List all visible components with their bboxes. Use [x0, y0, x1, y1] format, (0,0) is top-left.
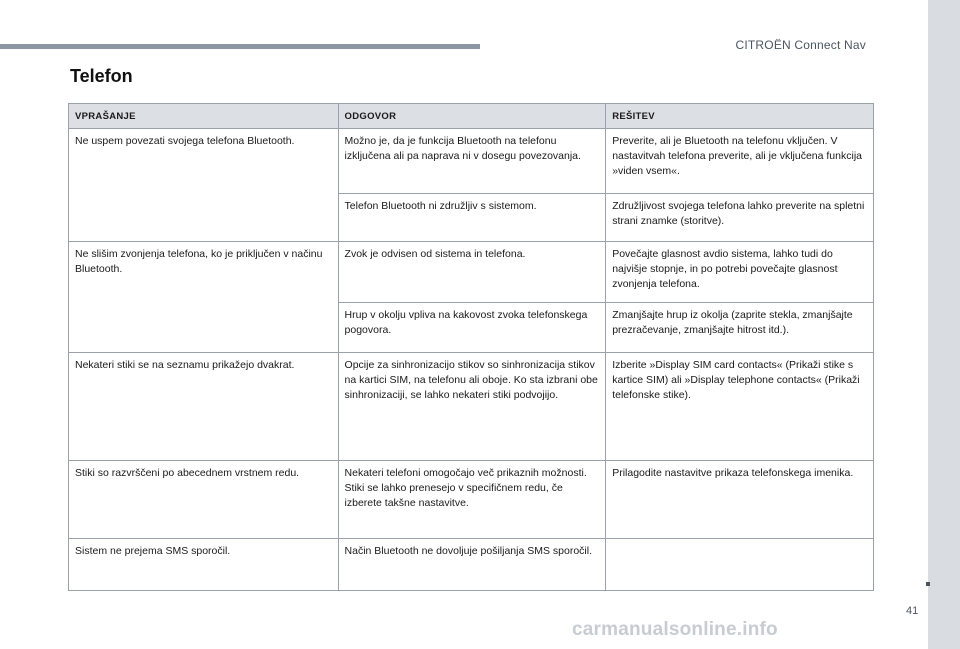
question-cell: Sistem ne prejema SMS sporočil.	[69, 539, 339, 591]
solution-cell: Izberite »Display SIM card contacts« (Prikaži stike s kartice SIM) ali »Display telephone contacts« (Prikaži telefonske stike).	[606, 353, 874, 461]
page-marker	[926, 582, 930, 586]
answer-cell: Telefon Bluetooth ni združljiv s sistemom.	[338, 194, 606, 242]
solution-cell: Združljivost svojega telefona lahko preverite na spletni strani znamke (storitve).	[606, 194, 874, 242]
solution-cell: Preverite, ali je Bluetooth na telefonu vključen. V nastavitvah telefona preverite, ali je vključena funkcija »viden vsem«.	[606, 129, 874, 194]
table-row	[69, 129, 874, 194]
page-edge-strip	[928, 0, 960, 649]
answer-cell: Hrup v okolju vpliva na kakovost zvoka telefonskega pogovora.	[338, 303, 606, 353]
table-row	[69, 461, 874, 539]
answer-cell: Možno je, da je funkcija Bluetooth na telefonu izključena ali pa naprava ni v dosegu povezovanja.	[338, 129, 606, 194]
question-cell: Ne uspem povezati svojega telefona Bluetooth.	[69, 129, 339, 242]
question-cell: Nekateri stiki se na seznamu prikažejo dvakrat.	[69, 353, 339, 461]
answer-cell: Opcije za sinhronizacijo stikov so sinhronizacija stikov na kartici SIM, na telefonu ali oboje. Ko sta izbrani obe sinhronizaciji, se lahko nekateri stiki podvojijo.	[338, 353, 606, 461]
watermark: carmanualsonline.info	[572, 619, 778, 640]
table-row	[69, 353, 874, 461]
faq-table	[68, 103, 874, 591]
solution-cell: Zmanjšajte hrup iz okolja (zaprite stekla, zmanjšajte prezračevanje, zmanjšajte hitrost itd.).	[606, 303, 874, 353]
table-row	[69, 539, 874, 591]
header-rule	[0, 44, 480, 49]
table-header-row	[69, 104, 874, 129]
brand-name: CITROËN Connect Nav	[735, 38, 866, 52]
answer-cell: Nekateri telefoni omogočajo več prikaznih možnosti. Stiki se lahko prenesejo v specifičnem redu, če izberete takšne nastavitve.	[338, 461, 606, 539]
table-row	[69, 242, 874, 303]
page-number: 41	[906, 605, 919, 617]
answer-cell: Zvok je odvisen od sistema in telefona.	[338, 242, 606, 303]
answer-cell: Način Bluetooth ne dovoljuje pošiljanja SMS sporočil.	[338, 539, 606, 591]
header-answer: ODGOVOR	[338, 104, 606, 129]
section-title: Telefon	[70, 66, 133, 86]
question-cell: Stiki so razvrščeni po abecednem vrstnem redu.	[69, 461, 339, 539]
solution-cell	[606, 539, 874, 591]
header-solution: REŠITEV	[606, 104, 874, 129]
solution-cell: Povečajte glasnost avdio sistema, lahko tudi do najvišje stopnje, in po potrebi povečajte glasnost zvonjenja telefona.	[606, 242, 874, 303]
header-question: VPRAŠANJE	[69, 104, 339, 129]
question-cell: Ne slišim zvonjenja telefona, ko je priključen v načinu Bluetooth.	[69, 242, 339, 353]
solution-cell: Prilagodite nastavitve prikaza telefonskega imenika.	[606, 461, 874, 539]
